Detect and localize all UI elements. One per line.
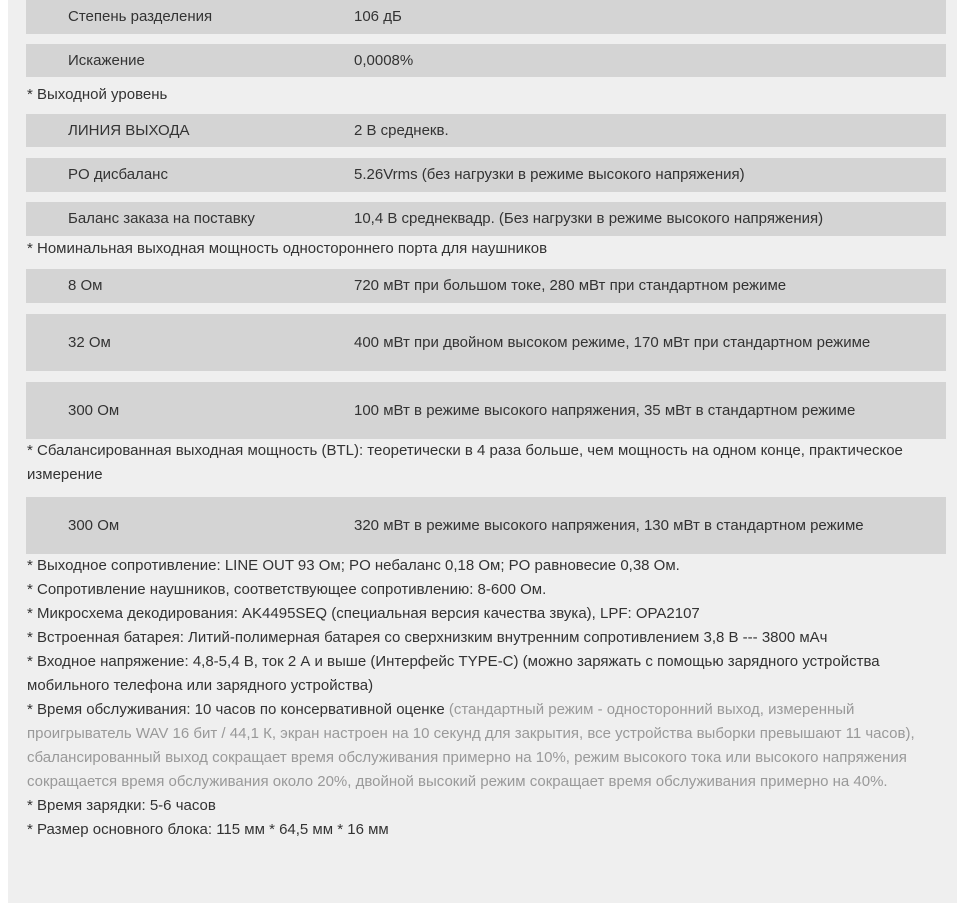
spec-row-po-unbalanced xyxy=(26,158,946,192)
spec-value: 0,0008% xyxy=(354,51,414,69)
spec-value: 400 мВт при двойном высоком режиме, 170 мВт при стандартном режиме xyxy=(354,333,871,351)
spec-value: 106 дБ xyxy=(354,8,402,25)
note-service-time xyxy=(26,698,946,794)
spec-row-300-ohm xyxy=(26,382,946,439)
spec-panel xyxy=(8,0,957,903)
spec-label: PO дисбаланс xyxy=(68,166,168,183)
note-output-level: * Выходной уровень xyxy=(27,86,168,103)
note-charge-time: * Время зарядки: 5-6 часов xyxy=(27,797,216,814)
spec-row-distortion xyxy=(26,44,946,77)
note-headphone-impedance: * Сопротивление наушников, соответствующее сопротивлению: 8-600 Ом. xyxy=(27,581,547,598)
spec-value: 2 В среднекв. xyxy=(354,121,449,139)
spec-content xyxy=(26,0,946,842)
spec-value: 100 мВт в режиме высокого напряжения, 35 мВт в стандартном режиме xyxy=(354,401,856,419)
note-input-voltage: * Входное напряжение: 4,8-5,4 В, ток 2 А и выше (Интерфейс TYPE-C) (можно заряжать с помощью зарядного устройства мобильного телефона или зарядного устройства) xyxy=(27,653,880,694)
spec-row-po-balanced xyxy=(26,202,946,236)
spec-value: 10,4 В среднеквадр. (Без нагрузки в режиме высокого напряжения) xyxy=(354,210,824,227)
spec-label: 32 Ом xyxy=(68,333,111,351)
service-time-detail: (стандартный режим - односторонний выход, измеренный проигрыватель WAV 16 бит / 44,1 К, экран настроен на 10 секунд для закрытия, все устройства выборки превышают 11 часов), сбалансированный выход сокращает время обслуживания примерно на 10%, режим высокого тока или высокого напряжения сокращается время обслуживания около 20%, двойной высокий режим сокращает время обслуживания примерно на 40%. xyxy=(27,701,915,790)
spec-label: Степень разделения xyxy=(68,8,213,25)
spec-label: Искажение xyxy=(68,51,145,69)
note-battery: * Встроенная батарея: Литий-полимерная батарея со сверхнизким внутренним сопротивлением 3,8 В --- 3800 мАч xyxy=(27,629,828,646)
spec-label: 8 Ом xyxy=(68,277,103,294)
spec-row-btl-300-ohm xyxy=(26,497,946,554)
spec-value: 5.26Vrms (без нагрузки в режиме высокого напряжения) xyxy=(354,166,745,183)
note-btl-power: * Сбалансированная выходная мощность (BTL): теоретически в 4 раза больше, чем мощность на одном конце, практическое измерение xyxy=(27,442,903,483)
spec-row-separation xyxy=(26,0,946,34)
spec-label: 300 Ом xyxy=(68,401,120,419)
spec-label: Баланс заказа на поставку xyxy=(68,210,255,227)
spec-row-32-ohm xyxy=(26,314,946,371)
note-size: * Размер основного блока: 115 мм * 64,5 мм * 16 мм xyxy=(27,821,389,838)
spec-row-line-out xyxy=(26,114,946,147)
spec-label: 300 Ом xyxy=(68,516,120,534)
note-output-impedance: * Выходное сопротивление: LINE OUT 93 Ом; PO небаланс 0,18 Ом; PO равновесие 0,38 Ом. xyxy=(27,557,680,574)
note-decoder-chip: * Микросхема декодирования: AK4495SEQ (специальная версия качества звука), LPF: OPA2107 xyxy=(27,605,700,622)
note-single-ended-power: * Номинальная выходная мощность одностороннего порта для наушников xyxy=(27,240,548,257)
spec-value: 720 мВт при большом токе, 280 мВт при стандартном режиме xyxy=(354,277,787,294)
spec-value: 320 мВт в режиме высокого напряжения, 130 мВт в стандартном режиме xyxy=(354,516,864,534)
spec-row-8-ohm xyxy=(26,269,946,303)
service-time-main: * Время обслуживания: 10 часов по консервативной оценке xyxy=(27,701,449,718)
spec-label: ЛИНИЯ ВЫХОДА xyxy=(68,121,190,139)
